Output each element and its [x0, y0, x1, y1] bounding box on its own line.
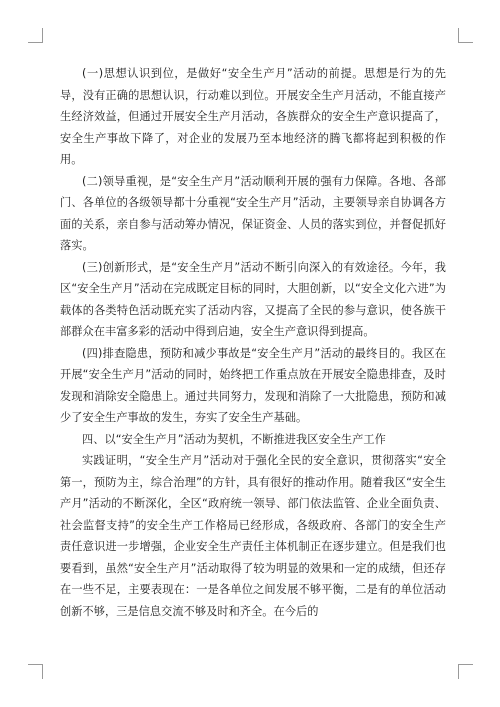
document-body [60, 63, 446, 622]
paragraph-thinking-awareness: (一)思想认识到位，是做好“安全生产月”活动的前提。思想是行为的先导，没有正确的思想认识，行动难以到位。开展安全生产月活动，不能直接产生经济效益，但通过开展安全生产月活动，各族群众的安全生产意识提高了，安全生产事故下降了，对企业的发展乃至本地经济的腾飞都将起到积极的作用。 [60, 67, 446, 166]
crop-mark-top-right [458, 28, 473, 43]
paragraph-hazard-inspection: (四)排查隐患，预防和减少事故是“安全生产月”活动的最终目的。我区在开展“安全生产月”活动的同时，始终把工作重点放在开展安全隐患排查，及时发现和消除安全隐患上。通过共同努力，发现和消除了一大批隐患，预防和减少了安全生产事故的发生，夯实了安全生产基础。 [60, 346, 446, 424]
crop-mark-top-left [28, 28, 43, 43]
paragraph-innovative-forms: (三)创新形式，是“安全生产月”活动不断引向深入的有效途径。今年，我区“安全生产月”活动在完成既定目标的同时，大胆创新，以“安全文化六进”为载体的各类特色活动既充实了活动内容，又提高了全民的参与意识，使各族干部群众在丰富多彩的活动中得到启迪，安全生产意识得到提高。 [60, 260, 446, 338]
paragraph-practice-proves: 实践证明，“安全生产月”活动对于强化全民的安全意识，贯彻落实“安全第一，预防为主，综合治理”的方针，具有很好的推动作用。随着我区“安全生产月”活动的不断深化，全区“政府统一领导、部门依法监管、企业全面负责、社会监督支持”的安全生产工作格局已经形成，各级政府、各部门的安全生产责任意识进一步增强，企业安全生产责任主体机制正在逐步建立。但是我们也要看到，虽然“安全生产月”活动取得了较为明显的效果和一定的成绩，但还存在一些不足，主要表现在：一是各单位之间发展不够平衡，二是有的单位活动创新不够，三是信息交流不够及时和齐全。在今后的 [60, 454, 446, 618]
crop-mark-bottom-right [458, 664, 473, 679]
section-heading-four: 四、以“安全生产月”活动为契机，不断推进我区安全生产工作 [82, 432, 386, 446]
paragraph-leadership-attention: (二)领导重视，是“安全生产月”活动顺利开展的强有力保障。各地、各部门、各单位的各级领导都十分重视“安全生产月”活动，主要领导亲自协调各方面的关系，亲自参与活动筹办情况，保证资金、人员的落实到位，并督促抓好落实。 [60, 174, 446, 252]
crop-mark-bottom-left [28, 664, 43, 679]
